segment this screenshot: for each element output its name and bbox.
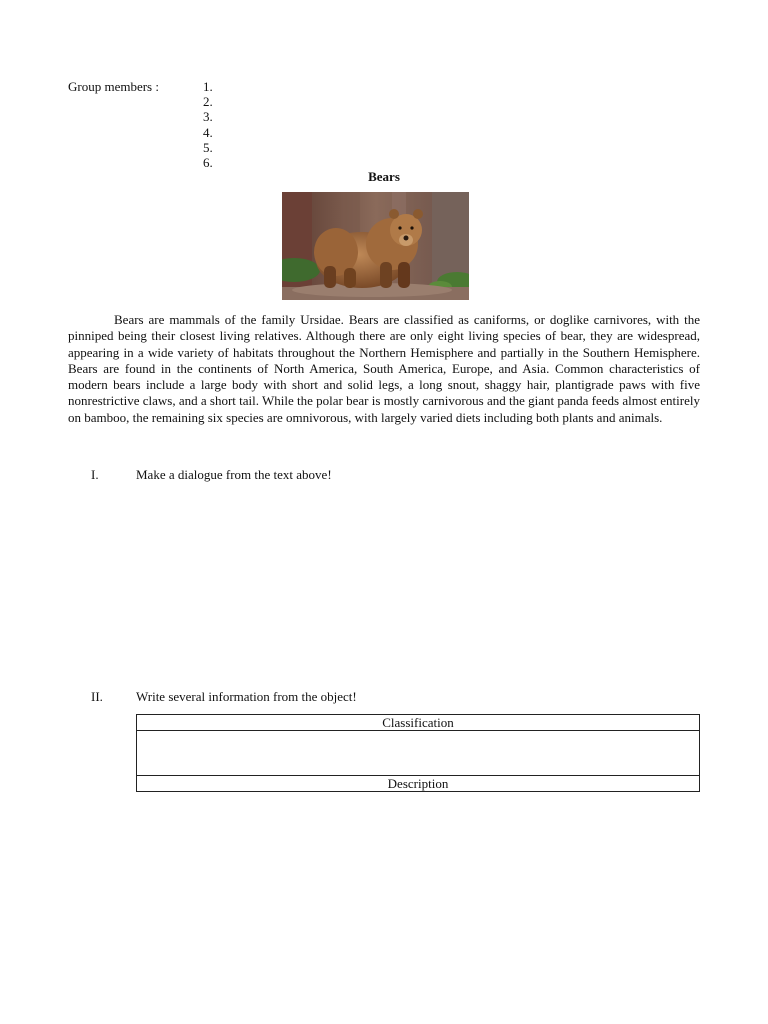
member-number: 2. [203, 94, 213, 110]
member-number: 4. [203, 124, 213, 140]
group-members-label: Group members : [68, 79, 159, 94]
bear-photo [282, 192, 469, 300]
information-table [136, 714, 700, 792]
question-number: II. [91, 689, 103, 704]
question-number: I. [91, 467, 99, 482]
question-text: Write several information from the object! [136, 689, 357, 704]
description-header: Description [137, 776, 700, 792]
classification-header: Classification [137, 715, 700, 731]
member-number: 1. [203, 79, 213, 94]
document-title: Bears [368, 169, 400, 184]
answer-cell[interactable] [137, 731, 700, 776]
question-text: Make a dialogue from the text above! [136, 467, 332, 482]
member-number: 3. [203, 109, 213, 125]
member-number: 6. [203, 154, 213, 170]
member-number: 5. [203, 139, 213, 155]
body-paragraph: Bears are mammals of the family Ursidae. Bears are classified as caniforms, or doglike carnivores, with the pinniped being their closest living relatives. Although there are only eight living species of bear, they are widespread, appearing in a wide variety of habitats throughout the Northern Hemisphere and partially in the Southern Hemisphere. Bears are found in the continents of North America, South America, Europe, and Asia. Common characteristics of modern bears include a large body with short and solid legs, a long snout, shaggy hair, plantigrade paws with five nonrestrictive claws, and a short tail. While the polar bear is mostly carnivorous and the giant panda feeds almost entirely on bamboo, the remaining six species are omnivorous, with largely varied diets including both plants and animals. [68, 312, 700, 425]
bear-illustration [282, 192, 469, 300]
member-number-list [203, 79, 213, 170]
